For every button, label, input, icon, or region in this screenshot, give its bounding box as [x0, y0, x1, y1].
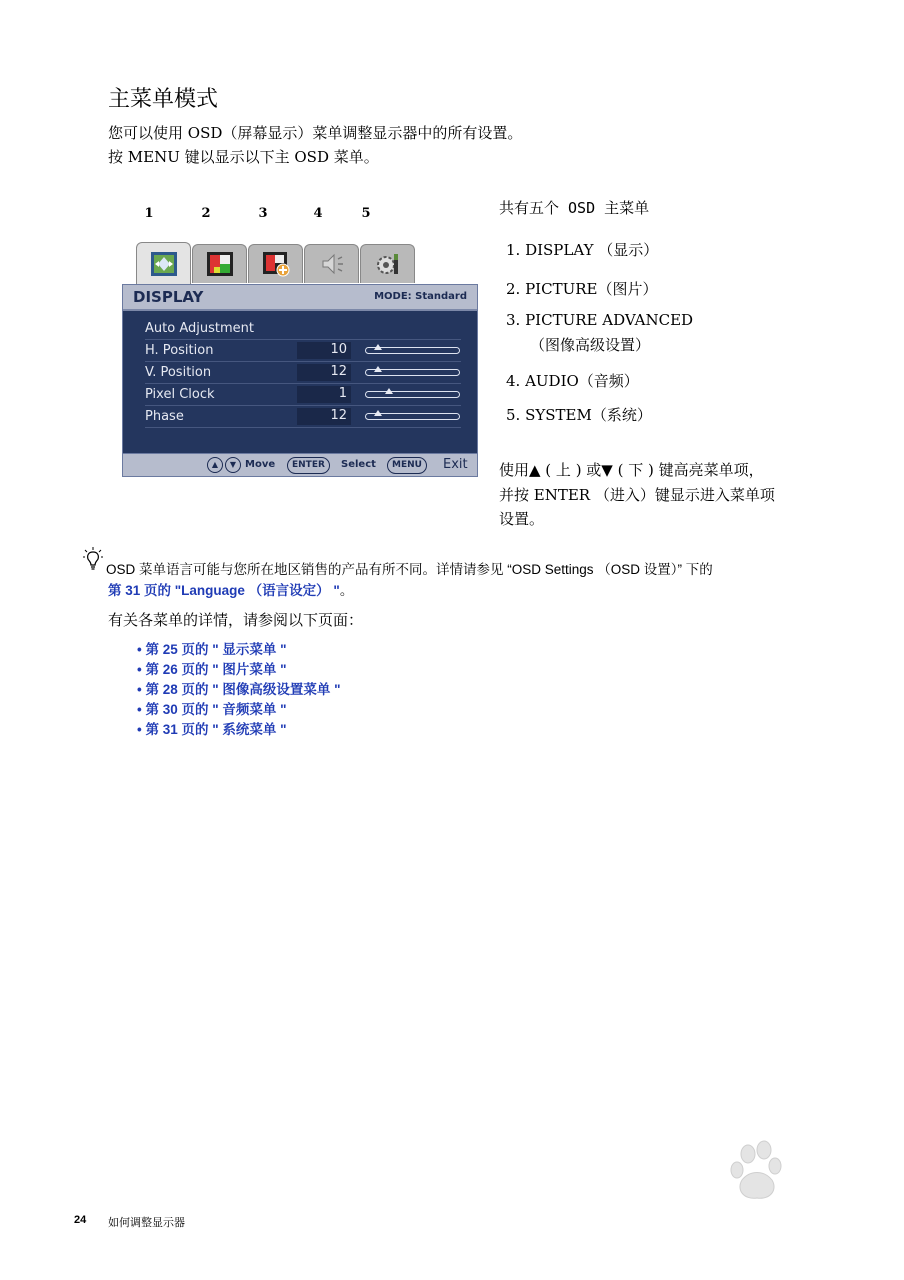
- menu-item-5: 5. SYSTEM（系统）: [506, 406, 652, 424]
- phase-label: Phase: [145, 409, 184, 424]
- osd-row-phase[interactable]: [145, 407, 461, 427]
- tab-number-4: 4: [313, 206, 323, 221]
- menu-item-3: 3. PICTURE ADVANCED: [506, 311, 694, 329]
- osd-row-h-position[interactable]: [145, 341, 461, 361]
- osd-menu: [120, 240, 480, 477]
- slider-knob[interactable]: [374, 366, 382, 372]
- auto-adjustment-label: Auto Adjustment: [145, 321, 254, 336]
- picture-advanced-tab[interactable]: [248, 244, 303, 283]
- language-link[interactable]: 第 31 页的 "Language （语言设定） ": [108, 583, 340, 598]
- picture-tab[interactable]: [192, 244, 247, 283]
- row-divider: [145, 383, 461, 384]
- v-position-label: V. Position: [145, 365, 212, 380]
- exit-label: Exit: [443, 457, 468, 472]
- tab-number-2: 2: [201, 206, 211, 221]
- page-title: 主菜单模式: [108, 87, 219, 112]
- menu-item-3-cn: （图像高级设置）: [530, 336, 651, 354]
- audio-icon: [317, 250, 347, 278]
- baidu-watermark-logo: [640, 1140, 860, 1250]
- h-position-slider[interactable]: [365, 347, 460, 354]
- details-heading: 有关各菜单的详情，请参阅以下页面：: [108, 611, 364, 629]
- osd-header-title: DISPLAY: [133, 288, 204, 306]
- link-display-menu[interactable]: • 第 25 页的 " 显示菜单 ": [137, 642, 287, 657]
- v-position-slider[interactable]: [365, 369, 460, 376]
- slider-knob[interactable]: [374, 410, 382, 416]
- row-divider: [145, 405, 461, 406]
- note-line-1: OSD 菜单语言可能与您所在地区销售的产品有所不同。详情请参见 “OSD Settings （OSD 设置）” 下的: [106, 562, 713, 577]
- row-divider: [145, 427, 461, 428]
- system-tab[interactable]: [360, 244, 415, 283]
- instruction-line-2: 并按 ENTER （进入）键显示进入菜单项: [499, 486, 775, 504]
- pixel-clock-label: Pixel Clock: [145, 387, 215, 402]
- auto-adjustment-item[interactable]: [145, 319, 461, 339]
- tab-number-1: 1: [144, 206, 154, 221]
- instruction-line-1: 使用▲ ( 上 ) 或▼ ( 下 ) 键高亮菜单项，: [499, 461, 764, 479]
- osd-footer: [122, 453, 478, 477]
- display-icon: [149, 250, 179, 278]
- slider-knob[interactable]: [374, 344, 382, 350]
- intro-line-2: 按 MENU 键以显示以下主 OSD 菜单。: [108, 148, 379, 166]
- down-arrow-icon: ▼: [225, 457, 241, 473]
- move-label: Move: [245, 459, 276, 470]
- phase-value: 12: [297, 408, 351, 425]
- instruction-line-3: 设置。: [499, 510, 545, 528]
- link-picture-advanced-menu[interactable]: • 第 28 页的 " 图像高级设置菜单 ": [137, 682, 341, 697]
- page-number: 24: [74, 1214, 87, 1226]
- h-position-label: H. Position: [145, 343, 214, 358]
- note-line-2: [108, 579, 353, 599]
- osd-row-v-position[interactable]: [145, 363, 461, 383]
- link-audio-menu[interactable]: • 第 30 页的 " 音频菜单 ": [137, 702, 287, 717]
- note-end: 。: [339, 583, 354, 598]
- phase-slider[interactable]: [365, 413, 460, 420]
- picture-icon: [205, 250, 235, 278]
- slider-knob[interactable]: [385, 388, 393, 394]
- footer-section: 如何调整显示器: [108, 1217, 185, 1229]
- osd-header: [123, 285, 477, 311]
- osd-panel: [122, 284, 478, 477]
- select-label: Select: [341, 459, 376, 470]
- menu-item-2: 2. PICTURE（图片）: [506, 280, 658, 298]
- display-tab[interactable]: [136, 242, 191, 285]
- pixel-clock-value: 1: [297, 386, 351, 403]
- menu-key[interactable]: MENU: [387, 457, 427, 474]
- picture-advanced-icon: [261, 250, 291, 278]
- row-divider: [145, 339, 461, 340]
- tab-number-3: 3: [258, 206, 268, 221]
- h-position-value: 10: [297, 342, 351, 359]
- link-system-menu[interactable]: • 第 31 页的 " 系统菜单 ": [137, 722, 287, 737]
- v-position-value: 12: [297, 364, 351, 381]
- osd-row-pixel-clock[interactable]: [145, 385, 461, 405]
- link-picture-menu[interactable]: • 第 26 页的 " 图片菜单 ": [137, 662, 287, 677]
- osd-mode-label: MODE: Standard: [374, 291, 467, 302]
- intro-line-1: 您可以使用 OSD（屏幕显示）菜单调整显示器中的所有设置。: [108, 124, 523, 142]
- system-icon: [373, 250, 403, 278]
- pixel-clock-slider[interactable]: [365, 391, 460, 398]
- menu-count-heading: 共有五个 OSD 主菜单: [499, 199, 650, 217]
- enter-key[interactable]: ENTER: [287, 457, 330, 474]
- tab-number-5: 5: [361, 206, 371, 221]
- menu-item-1: 1. DISPLAY （显示）: [506, 241, 659, 259]
- lightbulb-icon: [82, 546, 104, 572]
- row-divider: [145, 361, 461, 362]
- menu-item-4: 4. AUDIO（音频）: [506, 372, 639, 390]
- up-arrow-icon: ▲: [207, 457, 223, 473]
- audio-tab[interactable]: [304, 244, 359, 283]
